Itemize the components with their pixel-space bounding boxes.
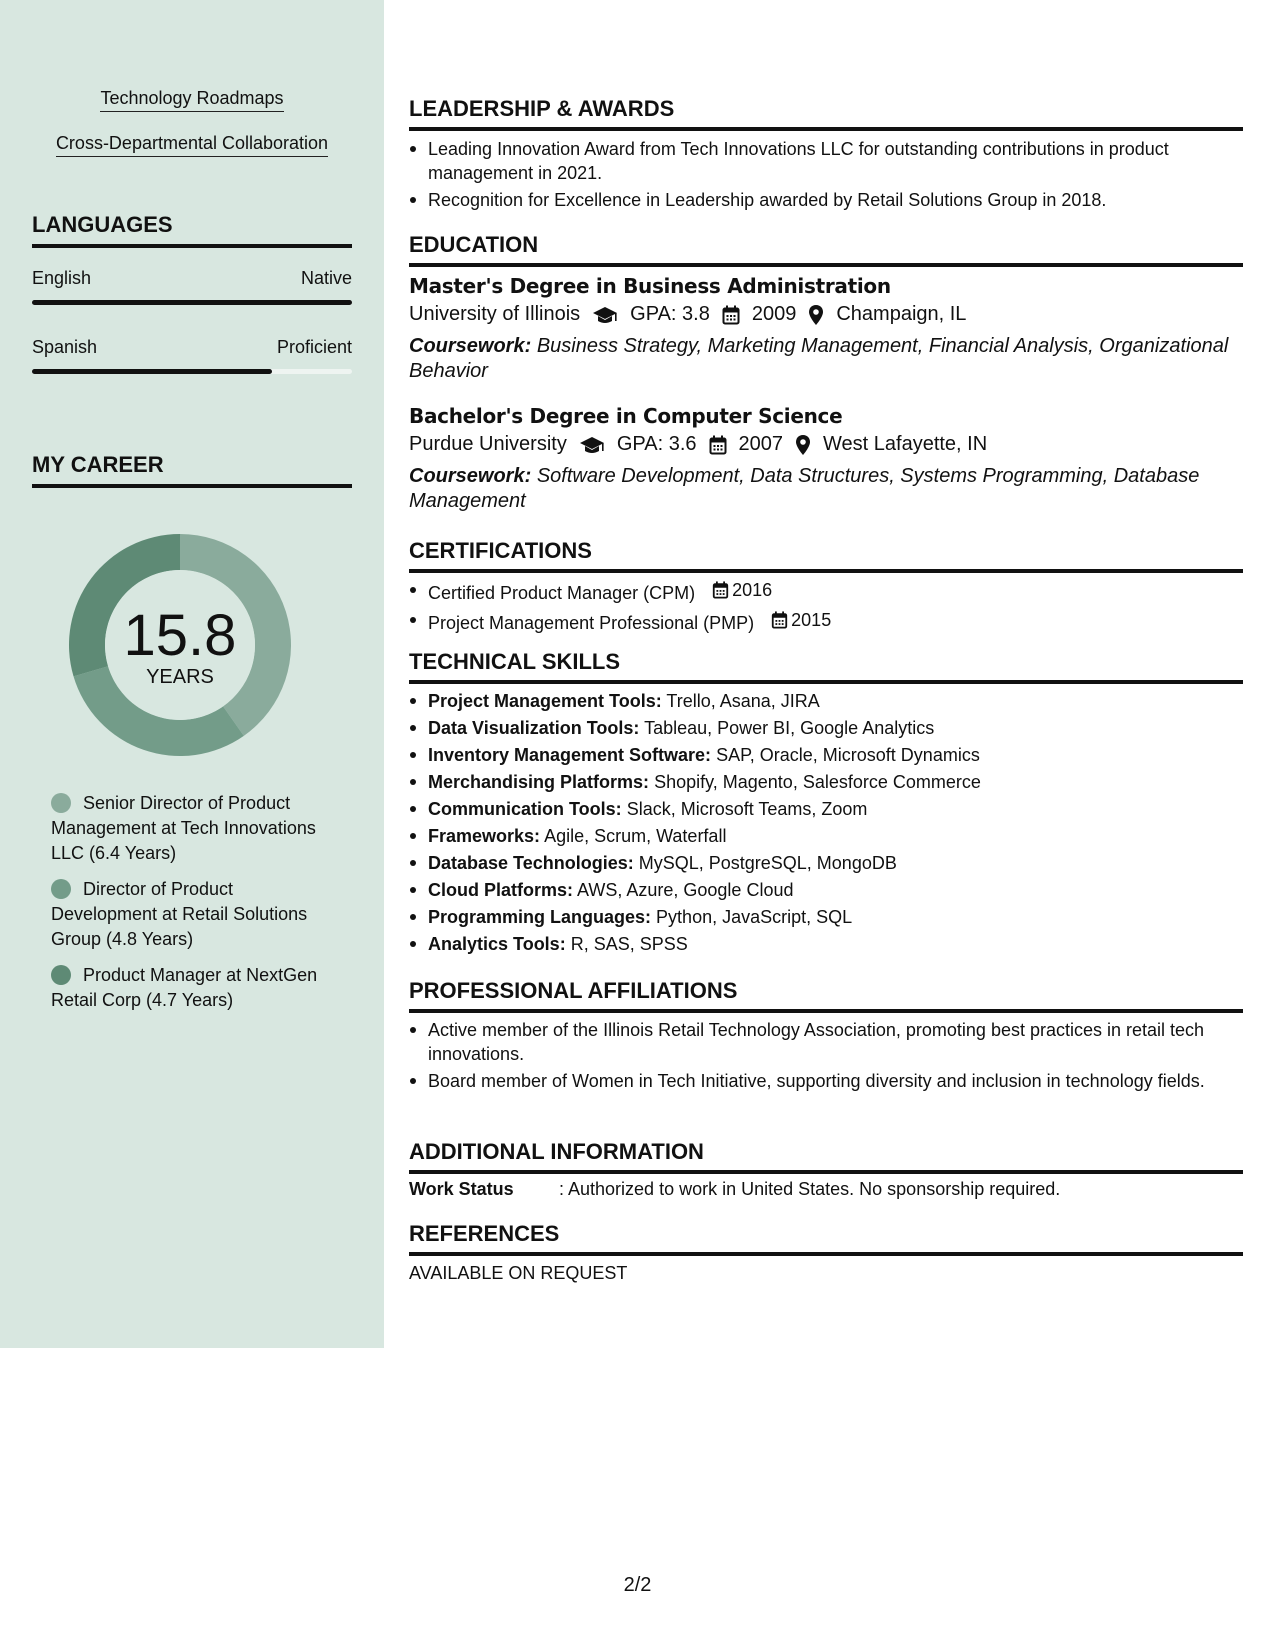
skill-label: Inventory Management Software:: [428, 745, 712, 765]
list-item: [409, 824, 1243, 848]
degree-meta: [409, 433, 987, 456]
certification-date: [712, 578, 772, 602]
list-item: [409, 716, 1243, 740]
graduation-cap-icon: [592, 305, 618, 325]
calendar-icon: [771, 611, 788, 629]
certifications-heading: CERTIFICATIONS: [409, 538, 1243, 573]
list-item: [409, 689, 1243, 713]
career-donut-chart: [65, 530, 295, 760]
list-item: Recognition for Excellence in Leadership awarded by Retail Solutions Group in 2018.: [409, 188, 1243, 212]
skill-label: Data Visualization Tools:: [428, 718, 640, 738]
skill-value: AWS, Azure, Google Cloud: [577, 880, 794, 900]
list-item: Board member of Women in Tech Initiative, supporting diversity and inclusion in technology fields.: [409, 1069, 1243, 1093]
references-text: AVAILABLE ON REQUEST: [409, 1263, 628, 1283]
language-bar-spanish: [32, 369, 352, 374]
skill-value: Tableau, Power BI, Google Analytics: [644, 718, 935, 738]
certifications-list: [409, 578, 1243, 638]
sidebar: [0, 0, 384, 1348]
calendar-icon: [712, 581, 729, 599]
list-item: Active member of the Illinois Retail Technology Association, promoting best practices in retail tech innovations.: [409, 1018, 1243, 1066]
calendar-icon: [709, 435, 727, 455]
list-item: [409, 608, 1243, 635]
career-item: [51, 877, 341, 952]
languages-heading: LANGUAGES: [32, 212, 352, 248]
skill-label: Cloud Platforms:: [428, 880, 574, 900]
certification-name: Project Management Professional (PMP): [428, 613, 755, 633]
affiliations-list: [409, 1018, 1243, 1096]
school-name: Purdue University: [409, 433, 567, 455]
career-item: [51, 963, 341, 1013]
graduation-cap-icon: [579, 435, 605, 455]
leadership-list: [409, 137, 1243, 215]
degree-location: West Lafayette, IN: [823, 433, 988, 455]
career-item-text: Product Manager at NextGen Retail Corp (4.7 Years): [51, 965, 318, 1010]
list-item: [409, 578, 1243, 605]
skill-value: Slack, Microsoft Teams, Zoom: [626, 799, 868, 819]
language-bar-fill: [32, 300, 352, 305]
education-heading: EDUCATION: [409, 232, 1243, 267]
career-total-unit: YEARS: [146, 666, 214, 688]
certification-date: [771, 608, 831, 632]
skill-link-technology-roadmaps[interactable]: Technology Roadmaps: [0, 88, 384, 109]
skill-value: Shopify, Magento, Salesforce Commerce: [654, 772, 981, 792]
technical-skills-heading: TECHNICAL SKILLS: [409, 649, 1243, 684]
school-name: University of Illinois: [409, 303, 581, 325]
skill-value: Trello, Asana, JIRA: [666, 691, 820, 711]
degree-year: 2007: [738, 433, 784, 455]
page-number: 2/2: [623, 1574, 652, 1596]
degree-title: Bachelor's Degree in Computer Science: [409, 404, 843, 428]
list-item: Leading Innovation Award from Tech Innovations LLC for outstanding contributions in product management in 2021.: [409, 137, 1243, 185]
skill-label: Merchandising Platforms:: [428, 772, 650, 792]
language-row-spanish: [32, 337, 352, 363]
language-bar-english: [32, 300, 352, 305]
skill-label: Communication Tools:: [428, 799, 622, 819]
skill-value: Agile, Scrum, Waterfall: [544, 826, 727, 846]
list-item: [409, 905, 1243, 929]
leadership-heading: LEADERSHIP & AWARDS: [409, 96, 1243, 131]
skill-label: Analytics Tools:: [428, 934, 566, 954]
work-status-value: : Authorized to work in United States. No sponsorship required.: [559, 1179, 1061, 1199]
skill-value: SAP, Oracle, Microsoft Dynamics: [716, 745, 980, 765]
language-name: Spanish: [32, 337, 98, 357]
career-dot-icon: [51, 879, 71, 899]
career-item-text: Senior Director of Product Management at Tech Innovations LLC (6.4 Years): [51, 793, 316, 863]
calendar-icon: [722, 305, 740, 325]
gpa: GPA: 3.6: [616, 433, 697, 455]
affiliations-heading: PROFESSIONAL AFFILIATIONS: [409, 978, 1243, 1013]
skill-label: Project Management Tools:: [428, 691, 662, 711]
skill-link-cross-departmental-collaboration[interactable]: Cross-Departmental Collaboration: [0, 133, 384, 154]
gpa: GPA: 3.8: [630, 303, 710, 325]
list-item: [409, 851, 1243, 875]
language-row-english: [32, 268, 352, 294]
skill-label: Database Technologies:: [428, 853, 634, 873]
coursework-text: Software Development, Data Structures, Systems Programming, Database Management: [409, 465, 1200, 512]
certification-year: 2016: [732, 580, 773, 600]
location-pin-icon: [795, 434, 811, 456]
list-item: [409, 932, 1243, 956]
degree-location: Champaign, IL: [836, 303, 967, 325]
degree-meta: [409, 303, 966, 326]
certification-year: 2015: [791, 610, 832, 630]
skill-label: Frameworks:: [428, 826, 541, 846]
language-level: Native: [300, 268, 352, 288]
work-status-label: Work Status: [409, 1179, 514, 1199]
career-item: [51, 791, 341, 866]
skill-value: R, SAS, SPSS: [570, 934, 688, 954]
language-bar-fill: [32, 369, 272, 374]
career-total-years: 15.8: [123, 603, 237, 668]
coursework-label: Coursework:: [409, 465, 532, 487]
list-item: [409, 743, 1243, 767]
location-pin-icon: [808, 304, 824, 326]
language-name: English: [32, 268, 92, 288]
technical-skills-list: [409, 689, 1243, 959]
career-item-text: Director of Product Development at Retail Solutions Group (4.8 Years): [51, 879, 308, 949]
career-dot-icon: [51, 793, 71, 813]
career-dot-icon: [51, 965, 71, 985]
coursework: [409, 464, 1243, 514]
language-level: Proficient: [276, 337, 352, 357]
references-heading: REFERENCES: [409, 1221, 1243, 1256]
list-item: [409, 770, 1243, 794]
skill-label: Programming Languages:: [428, 907, 652, 927]
degree-title: Master's Degree in Business Administration: [409, 274, 891, 298]
degree-year: 2009: [751, 303, 797, 325]
list-item: [409, 878, 1243, 902]
certification-name: Certified Product Manager (CPM): [428, 583, 696, 603]
coursework-text: Business Strategy, Marketing Management, Financial Analysis, Organizational Behavior: [409, 335, 1229, 382]
career-heading: MY CAREER: [32, 452, 352, 488]
coursework-label: Coursework:: [409, 335, 532, 357]
skill-value: Python, JavaScript, SQL: [656, 907, 853, 927]
coursework: [409, 334, 1243, 384]
skill-value: MySQL, PostgreSQL, MongoDB: [638, 853, 897, 873]
list-item: [409, 797, 1243, 821]
additional-info-heading: ADDITIONAL INFORMATION: [409, 1139, 1243, 1174]
